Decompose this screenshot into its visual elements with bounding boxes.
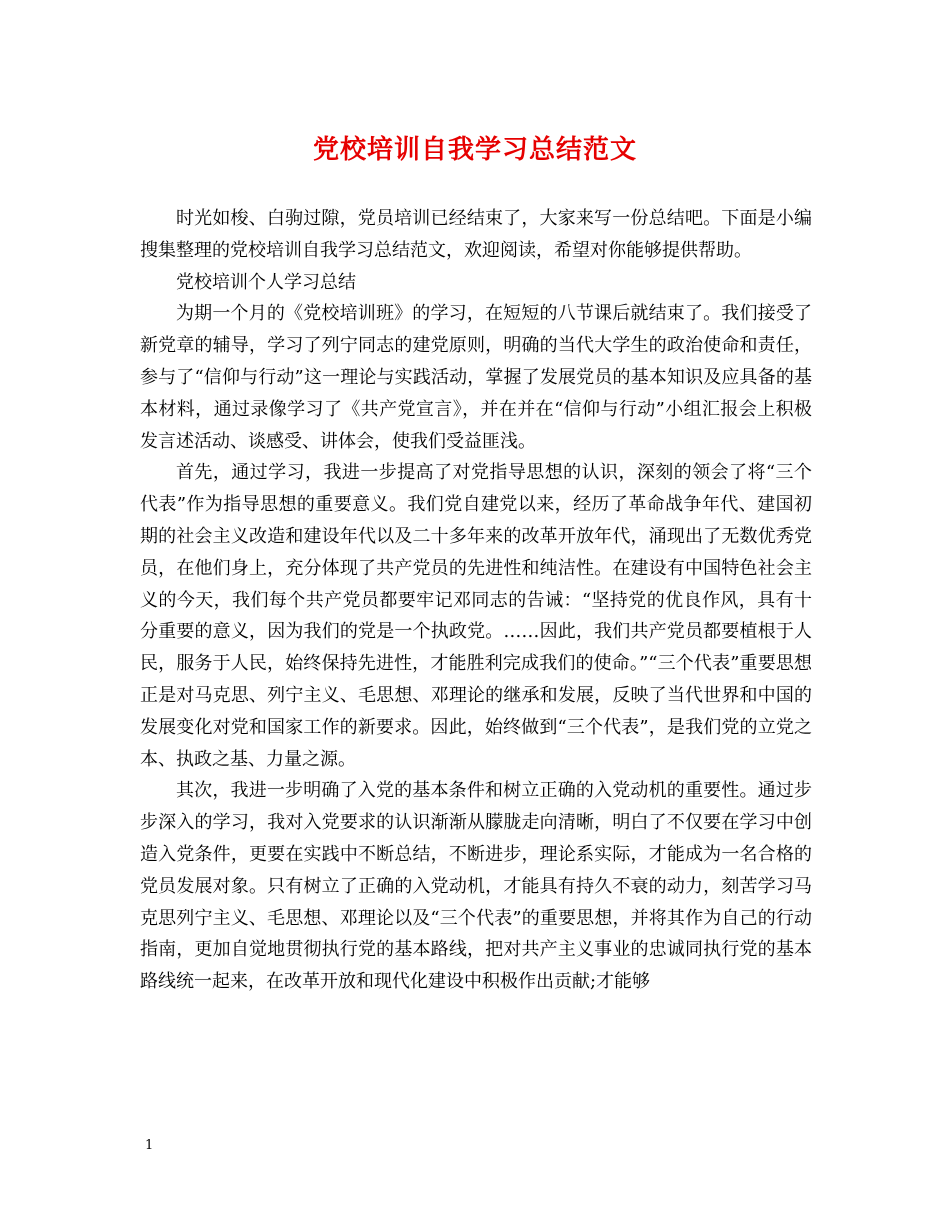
paragraph-first-point: 首先，通过学习，我进一步提高了对党指导思想的认识，深刻的领会了将“三个代表”作为指导思想的重要意义。我们党自建党以来，经历了革命战争年代、建国初期的社会主义改造和建设年代以及二十多年来的改革开放年代，涌现出了无数优秀党员，在他们身上，充分体现了共产党员的先进性和纯洁性。在建设有中国特色社会主义的今天，我们每个共产党员都要牢记邓同志的告诫：“坚持党的优良作风，具有十分重要的意义，因为我们的党是一个执政党。……因此，我们共产党员都要植根于人民，服务于人民，始终保持先进性，才能胜利完成我们的使命。”“三个代表”重要思想正是对马克思、列宁主义、毛思想、邓理论的继承和发展，反映了当代世界和中国的发展变化对党和国家工作的新要求。因此，始终做到“三个代表”，是我们党的立党之本、执政之基、力量之源。 bbox=[140, 462, 812, 770]
paragraph-overview: 为期一个月的《党校培训班》的学习，在短短的八节课后就结束了。我们接受了新党章的辅导，学习了列宁同志的建党原则，明确的当代大学生的政治使命和责任，参与了“信仰与行动”这一理论与实践活动，掌握了发展党员的基本知识及应具备的基本材料，通过录像学习了《共产党宣言》，并在并在“信仰与行动”小组汇报会上积极发言述活动、谈感受、讲体会，使我们受益匪浅。 bbox=[140, 303, 812, 452]
paragraph-second-point: 其次，我进一步明确了入党的基本条件和树立正确的入党动机的重要性。通过步步深入的学习，我对入党要求的认识渐渐从朦胧走向清晰，明白了不仅要在学习中创造入党条件，更要在实践中不断总结，不断进步，理论系实际，才能成为一名合格的党员发展对象。只有树立了正确的入党动机，才能具有持久不衰的动力，刻苦学习马克思列宁主义、毛思想、邓理论以及“三个代表”的重要思想，并将其作为自己的行动指南，更加自觉地贯彻执行党的基本路线，把对共产主义事业的忠诚同执行党的基本路线统一起来，在改革开放和现代化建设中积极作出贡献;才能够 bbox=[140, 780, 812, 993]
paragraph-intro: 时光如梭、白驹过隙，党员培训已经结束了，大家来写一份总结吧。下面是小编搜集整理的党校培训自我学习总结范文，欢迎阅读，希望对你能够提供帮助。 bbox=[140, 208, 812, 261]
document-body bbox=[140, 203, 812, 998]
section-heading: 党校培训个人学习总结 bbox=[176, 271, 356, 293]
page-number: 1 bbox=[145, 1138, 154, 1153]
document-title: 党校培训自我学习总结范文 bbox=[312, 135, 637, 165]
